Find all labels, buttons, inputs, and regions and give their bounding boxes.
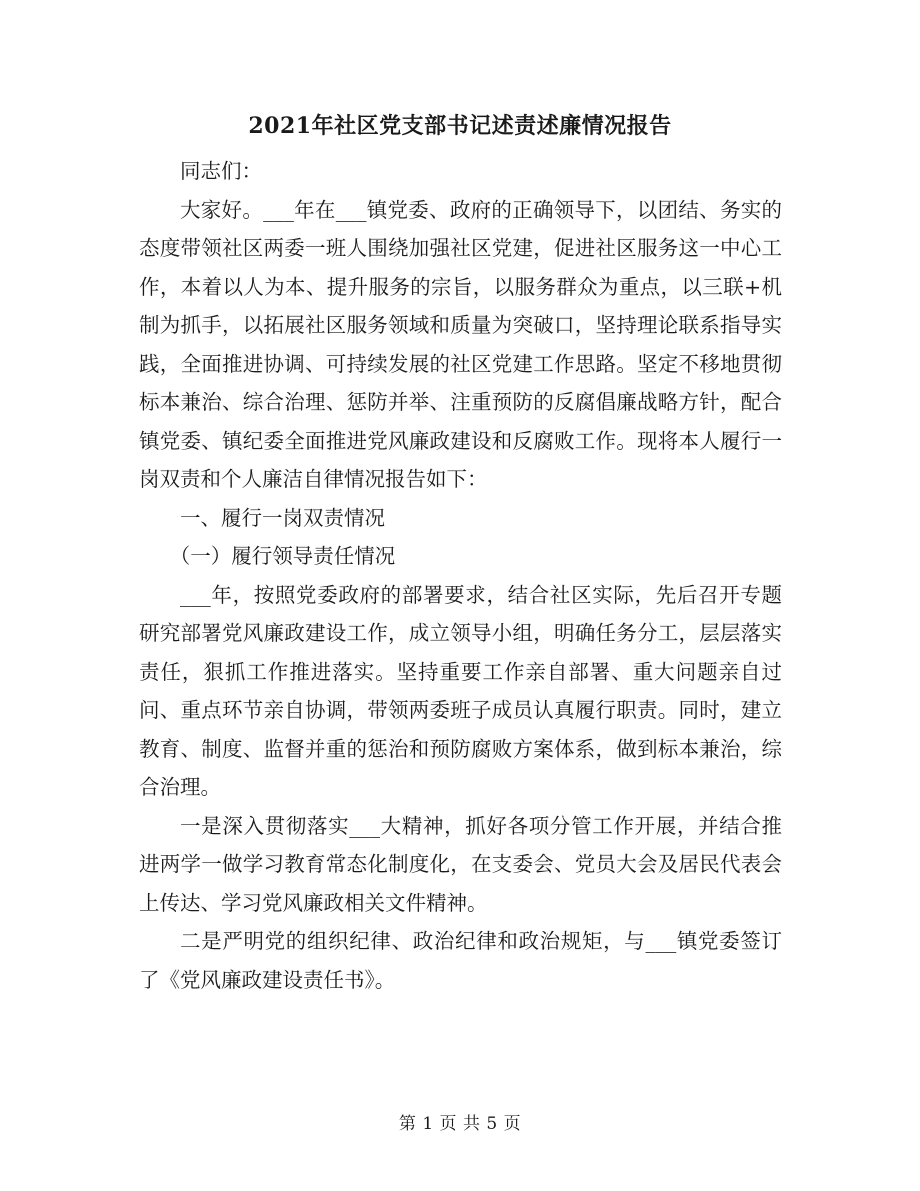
page-number-footer: 第 1 页 共 5 页 — [398, 1114, 522, 1134]
paragraph-leadership: ___年，按照党委政府的部署要求，结合社区实际，先后召开专题研究部署党风廉政建设工作，成立领导小组，明确任务分工，层层落实责任，狠抓工作推进落实。坚持重要工作亲自部署、重大问题亲自过问、重点环节亲自协调，带领两委班子成员认真履行职责。同时，建立教育、制度、监督并重的惩治和预防腐败方案体系，做到标本兼治，综合治理。 — [139, 582, 782, 799]
document-title: 2021年社区党支部书记述责述廉情况报告 — [248, 113, 672, 139]
salutation: 同志们： — [180, 159, 262, 183]
paragraph-point-2: 二是严明党的组织纪律、政治纪律和政治规矩，与___镇党委签订了《党风廉政建设责任书》。 — [139, 929, 782, 992]
section-heading-1: 一、履行一岗双责情况 — [180, 505, 385, 530]
paragraph-intro: 大家好。___年在___镇党委、政府的正确领导下，以团结、务实的态度带领社区两委一班人围绕加强社区党建，促进社区服务这一中心工作，本着以人为本、提升服务的宗旨，以服务群众为重点，以三联+机制为抓手，以拓展社区服务领域和质量为突破口，坚持理论联系指导实践，全面推进协调、可持续发展的社区党建工作思路。坚定不移地贯彻标本兼治、综合治理、惩防并举、注重预防的反腐倡廉战略方针，配合镇党委、镇纪委全面推进党风廉政建设和反腐败工作。现将本人履行一岗双责和个人廉洁自律情况报告如下： — [139, 197, 782, 491]
paragraph-point-1: 一是深入贯彻落实___大精神，抓好各项分管工作开展，并结合推进两学一做学习教育常态化制度化，在支委会、党员大会及居民代表会上传达、学习党风廉政相关文件精神。 — [139, 813, 782, 915]
subsection-heading-1: （一）履行领导责任情况 — [169, 544, 396, 568]
document-body — [139, 152, 782, 999]
